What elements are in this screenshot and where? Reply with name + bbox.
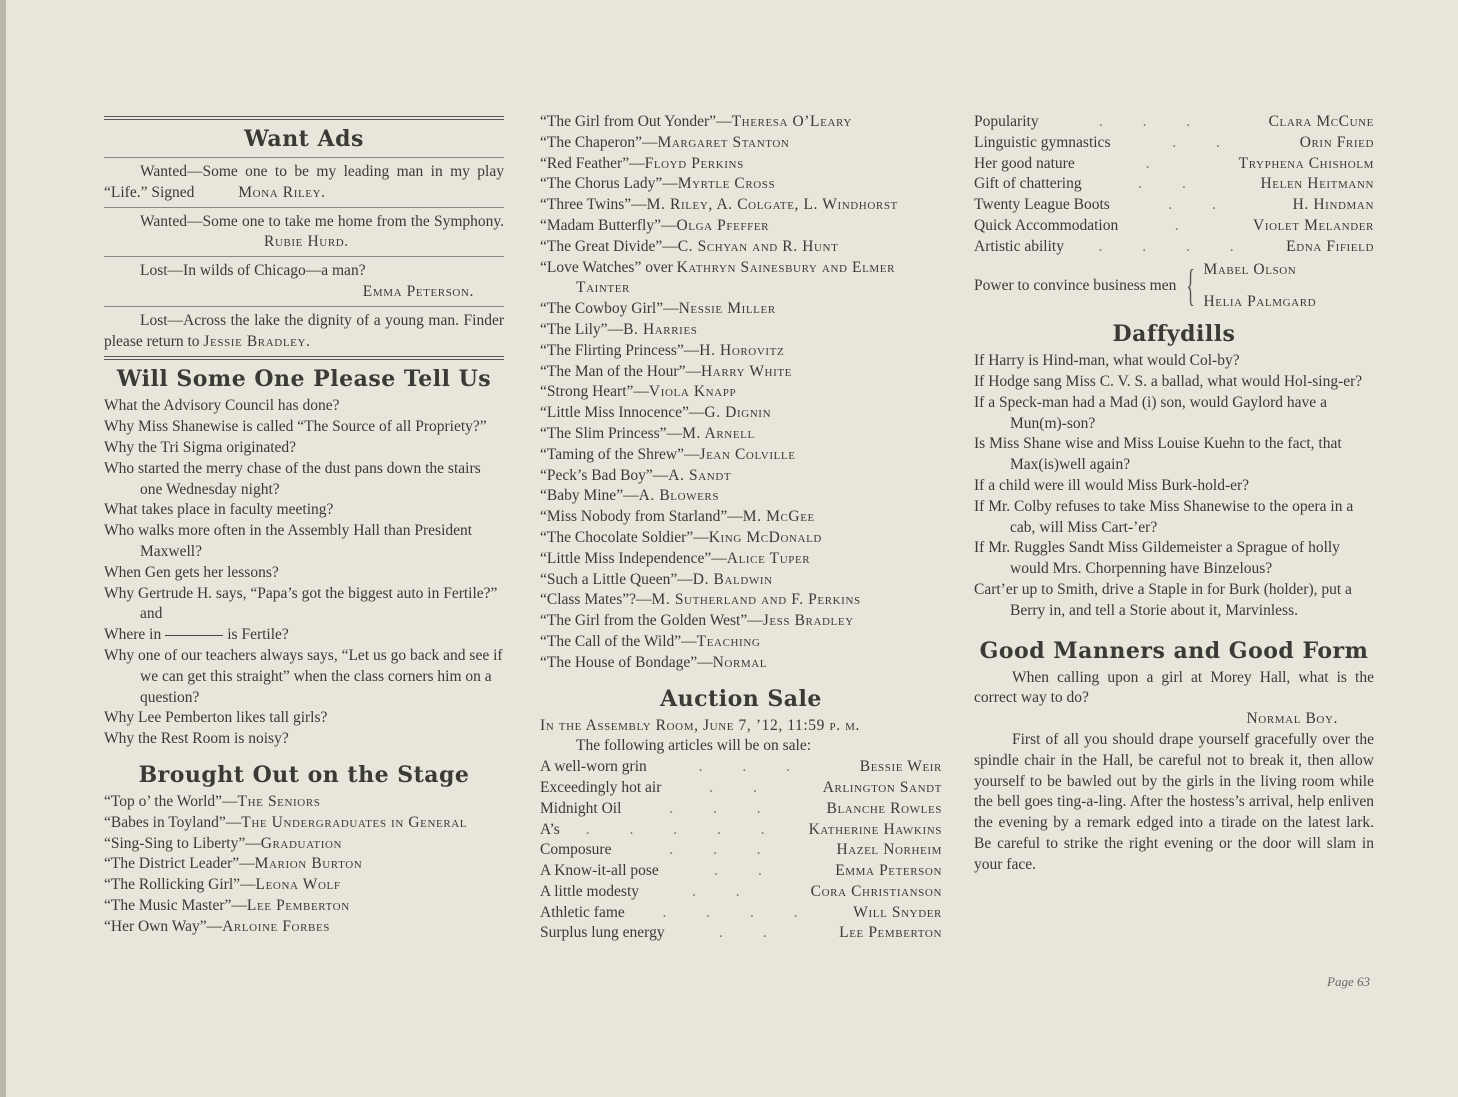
question-item: When Gen gets her lessons? [104, 563, 279, 581]
award-row [974, 133, 1374, 154]
play-title: “The District Leader”— [104, 855, 255, 873]
cast-name: M. Riley, A. Colgate, L. Windhorst [646, 196, 898, 214]
leader-dots: . . . . . [585, 820, 783, 838]
manners-heading: Good Manners and Good Form [979, 637, 1369, 664]
play-title: “Class Mates”?— [540, 591, 652, 609]
leader-dots: . . [714, 862, 780, 880]
auction-buyer: Cora Christianson [810, 882, 942, 900]
stage-item [540, 299, 942, 320]
auction-article: Athletic fame [540, 903, 625, 921]
play-title: “The Great Divide”— [540, 237, 678, 255]
play-title: “Taming of the Shrew”— [540, 445, 700, 463]
auction-article: Surplus lung energy [540, 924, 665, 942]
cast-name: Graduation [260, 834, 343, 852]
leader-dots: . . . . [1098, 237, 1252, 255]
play-title: “Peck’s Bad Boy”— [540, 466, 669, 484]
play-title: “The Chorus Lady”— [540, 175, 678, 193]
play-title: “The Flirting Princess”— [540, 341, 700, 359]
leader-dots: . . . [669, 799, 779, 817]
cast-name: Olga Pfeffer [676, 216, 770, 234]
leader-dots: . . [719, 924, 785, 942]
want-ad [104, 162, 504, 204]
stage-item [540, 237, 942, 258]
daffydill-item: Is Miss Shane wise and Miss Louise Kuehn to the fact, that Max(is)well again? [974, 435, 1342, 474]
leader-dots: . . [1138, 175, 1204, 193]
cast-name: D. Baldwin [692, 570, 773, 588]
stage-item [540, 507, 942, 528]
stage-item [540, 258, 942, 300]
auction-intro [540, 716, 942, 758]
play-title: “Her Own Way”— [104, 917, 223, 935]
cast-name: Harry White [700, 362, 793, 380]
stage-item [104, 875, 504, 896]
daffydill-item: If a Speck-man had a Mad (i) son, would Gaylord have a Mun(m)-son? [974, 393, 1327, 432]
play-title: “The House of Bondage”— [540, 653, 713, 671]
play-title: “Sing-Sing to Liberty”— [104, 834, 261, 852]
cast-name: Viola Knapp [648, 383, 737, 401]
leader-dots: . . [692, 882, 758, 900]
cast-name: Jess Bradley [762, 612, 854, 630]
award-name: Helen Heitmann [1260, 175, 1374, 193]
daffydill-item: If Hodge sang Miss C. V. S. a ballad, what would Hol-sing-er? [974, 372, 1363, 390]
play-title: “Little Miss Innocence”— [540, 404, 705, 422]
cast-name: The Seniors [237, 792, 321, 810]
cast-name: C. Schyan and R. Hunt [677, 237, 839, 255]
play-title: “The Music Master”— [104, 896, 247, 914]
daffydill-item: If Mr. Colby refuses to take Miss Shanewise to the opera in a cab, will Miss Cart-’er? [974, 497, 1354, 536]
cast-name: King McDonald [708, 528, 822, 546]
daffydill-item: If Mr. Ruggles Sandt Miss Gildemeister a Sprague of holly would Mrs. Chorpenning have Binzelous? [974, 539, 1340, 578]
rule [104, 157, 504, 158]
question-item: Why Gertrude H. says, “Papa’s got the biggest auto in Fertile?” and [104, 584, 498, 623]
cast-name: Marion Burton [254, 855, 363, 873]
stage-item [104, 854, 504, 875]
play-title: “Baby Mine”— [540, 487, 639, 505]
leader-dots: . . . [1098, 113, 1209, 130]
play-title: “Little Miss Independence”— [540, 549, 727, 567]
play-title: “The Girl from Out Yonder”— [540, 113, 732, 130]
play-title: “The Girl from the Golden West”— [540, 612, 763, 630]
auction-date: In the Assembly Room, June 7, ’12, 11:59 p. m. [540, 716, 860, 734]
auction-article: Exceedingly hot air [540, 778, 662, 796]
stage-list-right [540, 112, 942, 674]
cast-name: Floyd Perkins [644, 154, 744, 172]
auction-note: The following articles will be on sale: [576, 737, 812, 755]
cast-name: M. Arnell [682, 424, 755, 442]
stage-item [540, 653, 942, 674]
award-quality: Her good nature [974, 154, 1075, 172]
cast-name: A. Blowers [638, 487, 720, 505]
awards-list [974, 112, 1374, 258]
stage-item [540, 570, 942, 591]
auction-buyer: Blanche Rowles [826, 799, 942, 817]
auction-buyer: Emma Peterson [835, 862, 942, 880]
cast-name: Jean Colville [699, 445, 796, 463]
question-item: Why Miss Shanewise is called “The Source of all Propriety?” [104, 418, 487, 436]
leader-dots: . [1174, 216, 1197, 234]
daffydill-item: If Harry is Hind-man, what would Col-by? [974, 352, 1240, 370]
play-title: “The Lily”— [540, 320, 624, 338]
question-list [104, 396, 504, 750]
award-name: Edna Fifield [1286, 237, 1374, 255]
auction-buyer: Will Snyder [853, 903, 942, 921]
question-item: Why the Tri Sigma originated? [104, 438, 297, 456]
page-edge [0, 0, 6, 1097]
auction-row [540, 799, 942, 820]
leader-dots: . . . . [662, 903, 816, 921]
auction-row [540, 840, 942, 861]
auction-buyer: Lee Pemberton [839, 924, 942, 942]
stage-item [540, 632, 942, 653]
daffydills-heading: Daffydills [1112, 321, 1236, 348]
play-title: “The Call of the Wild”— [540, 632, 697, 650]
play-title: “Such a Little Queen”— [540, 570, 693, 588]
stage-item [104, 834, 504, 855]
daffydills-list [974, 351, 1374, 621]
award-quality: Twenty League Boots [974, 196, 1110, 214]
want-ad [104, 212, 504, 254]
power-name: Mabel Olson [1203, 260, 1297, 278]
question-item: Why the Rest Room is noisy? [104, 730, 289, 748]
question-item: Who started the merry chase of the dust pans down the stairs one Wednesday night? [104, 459, 481, 498]
power-label: Power to convince business men [974, 276, 1177, 294]
leader-dots: . . [1168, 196, 1235, 214]
play-title: “The Slim Princess”— [540, 424, 683, 442]
stage-item [540, 341, 942, 362]
rule [104, 306, 504, 307]
ad-text: Lost—Across the lake the dignity of a young man. Finder please return to [104, 311, 504, 350]
cast-name: G. Dignin [704, 404, 772, 422]
cast-name: Normal [712, 653, 768, 671]
stage-item [540, 320, 942, 341]
leader-dots: . . . [669, 841, 779, 859]
award-quality: Artistic ability [974, 237, 1064, 255]
want-ads-heading: Want Ads [244, 126, 364, 152]
ad-text: Wanted—Some one to take me home from the Symphony. [140, 212, 504, 230]
stage-heading: Brought Out on the Stage [138, 761, 470, 788]
stage-item [540, 174, 942, 195]
ad-signer: Mona Riley. [238, 183, 326, 201]
leader-dots: . [1145, 154, 1168, 172]
column-right [974, 112, 1374, 876]
auction-article: A little modesty [540, 882, 640, 900]
cast-name: Myrtle Cross [677, 175, 776, 193]
question-prefix: Where in [104, 626, 162, 644]
ad-signer: Rubie Hurd. [264, 233, 349, 251]
cast-name: Theresa O’Leary [731, 113, 852, 130]
stage-item [540, 403, 942, 424]
manners-asker: Normal Boy. [1246, 710, 1338, 728]
stage-list-left [104, 792, 504, 938]
award-row [974, 154, 1374, 175]
award-name: Tryphena Chisholm [1238, 154, 1374, 172]
play-title: “Three Twins”— [540, 196, 647, 214]
rule [104, 256, 504, 257]
blank-line [165, 635, 223, 636]
auction-heading: Auction Sale [660, 685, 822, 712]
ad-signer: Emma Peterson. [362, 282, 474, 300]
auction-article: Composure [540, 841, 612, 859]
stage-item [540, 362, 942, 383]
cast-name: Leona Wolf [255, 876, 341, 894]
play-title: “The Rollicking Girl”— [104, 876, 256, 894]
leader-dots: . . [709, 778, 775, 796]
play-title: “The Chocolate Soldier”— [540, 528, 709, 546]
column-middle [540, 112, 942, 944]
auction-article: A’s [540, 820, 560, 838]
cast-name: B. Harries [623, 320, 698, 338]
auction-row [540, 882, 942, 903]
leader-dots: . . [1172, 133, 1238, 151]
award-row [974, 237, 1374, 258]
cast-name: H. Horovitz [699, 341, 785, 359]
auction-article: A well-worn grin [540, 758, 647, 776]
play-title: “The Man of the Hour”— [540, 362, 701, 380]
play-title: “Top o’ the World”— [104, 792, 238, 810]
ad-text: Lost—In wilds of Chicago—a man? [140, 262, 366, 280]
question-suffix: is Fertile? [227, 626, 289, 644]
cast-name: Teaching [696, 632, 761, 650]
award-quality: Gift of chattering [974, 175, 1082, 193]
want-ad [104, 311, 504, 353]
play-title: “Babes in Toyland”— [104, 813, 242, 831]
play-title: “Madam Butterfly”— [540, 216, 677, 234]
auction-row [540, 757, 942, 778]
cast-name: Kathryn Sainesbury and Elmer Tainter [576, 258, 896, 297]
brace-icon: { [1186, 261, 1196, 311]
stage-item [104, 792, 504, 813]
leader-dots: . . . [698, 758, 808, 776]
play-title: “The Chaperon”— [540, 133, 658, 151]
stage-item [104, 896, 504, 917]
rule [104, 207, 504, 208]
stage-item [540, 216, 942, 237]
auction-article: Midnight Oil [540, 799, 622, 817]
award-quality: Linguistic gymnastics [974, 133, 1111, 151]
daffydill-item: If a child were ill would Miss Burk-hold-er? [974, 476, 1250, 494]
award-row [974, 112, 1374, 133]
question-item [104, 625, 504, 646]
ad-text: Wanted—Some one to be my leading man in my play “Life.” Signed [104, 163, 504, 201]
ad-signer: Jessie Bradley. [203, 332, 311, 350]
stage-item [540, 528, 942, 549]
stage-item [104, 813, 504, 834]
auction-row [540, 778, 942, 799]
auction-row [540, 820, 942, 841]
stage-item [540, 133, 942, 154]
power-award [974, 260, 1374, 314]
cast-name: Alice Tuper [726, 549, 811, 567]
stage-item [540, 486, 942, 507]
play-title: “Red Feather”— [540, 154, 645, 172]
cast-name: Nessie Miller [678, 300, 776, 318]
question-item: What the Advisory Council has done? [104, 397, 340, 415]
award-name: Orin Fried [1299, 133, 1374, 151]
play-title: “Strong Heart”— [540, 383, 649, 401]
award-name: Clara McCune [1268, 113, 1374, 130]
play-title: “Love Watches” over [540, 258, 677, 276]
cast-name: Arloine Forbes [222, 917, 330, 935]
stage-item [540, 382, 942, 403]
award-quality: Popularity [974, 113, 1039, 130]
award-row [974, 174, 1374, 195]
stage-item [540, 466, 942, 487]
award-name: H. Hindman [1292, 196, 1374, 214]
cast-name: Lee Pemberton [246, 896, 350, 914]
award-row [974, 216, 1374, 237]
auction-row [540, 861, 942, 882]
award-name: Violet Melander [1253, 216, 1374, 234]
question-item: Why one of our teachers always says, “Let us go back and see if we can get this straight” when the class corners him on a question? [104, 646, 503, 706]
power-name: Helia Palmgard [1203, 293, 1317, 311]
cast-name: A. Sandt [668, 466, 732, 484]
stage-item [540, 424, 942, 445]
question-item: Who walks more often in the Assembly Hall than President Maxwell? [104, 522, 473, 560]
cast-name: The Undergraduates in General [241, 813, 468, 831]
question-item: What takes place in faculty meeting? [104, 501, 334, 519]
stage-item [540, 549, 942, 570]
award-row [974, 195, 1374, 216]
stage-item [540, 590, 942, 611]
column-left [104, 112, 504, 938]
stage-item [104, 917, 504, 938]
auction-buyer: Hazel Norheim [836, 841, 942, 859]
auction-buyer: Katherine Hawkins [808, 820, 942, 838]
double-rule [104, 356, 504, 360]
stage-item [540, 112, 942, 133]
play-title: “Miss Nobody from Starland”— [540, 508, 743, 526]
play-title: “The Cowboy Girl”— [540, 300, 679, 318]
cast-name: Margaret Stanton [657, 133, 790, 151]
cast-name: M. Sutherland and F. Perkins [651, 591, 861, 609]
auction-article: A Know-it-all pose [540, 862, 659, 880]
award-quality: Quick Accommodation [974, 216, 1119, 234]
stage-item [540, 611, 942, 632]
stage-item [540, 195, 942, 216]
manners-answer: First of all you should drape yourself gracefully over the spindle chair in the Hall, be careful not to break it, then allow yourself to be bawled out by the girls in the living room while the bell goes ting-a-ling. After the hostess’s arrival, help enliven the evening by a remark edged into a tirade on the latest lark. Be careful to strike the right evening or the door will slam in your face. [974, 730, 1374, 873]
daffydill-item: Cart’er up to Smith, drive a Staple in for Burk (holder), put a Berry in, and tell a Storie about it, Marvinless. [974, 580, 1352, 619]
auction-list [540, 757, 942, 944]
auction-row [540, 923, 942, 944]
stage-item [540, 445, 942, 466]
auction-row [540, 903, 942, 924]
manners-question: When calling upon a girl at Morey Hall, what is the correct way to do? [974, 668, 1374, 707]
question-item: Why Lee Pemberton likes tall girls? [104, 709, 328, 727]
page-number: Page 63 [1327, 974, 1370, 989]
auction-buyer: Bessie Weir [859, 758, 942, 776]
double-rule [104, 116, 504, 120]
want-ad [104, 261, 504, 303]
tell-us-heading: Will Some One Please Tell Us [116, 366, 492, 393]
cast-name: M. McGee [742, 508, 815, 526]
auction-buyer: Arlington Sandt [822, 778, 942, 796]
stage-item [540, 154, 942, 175]
